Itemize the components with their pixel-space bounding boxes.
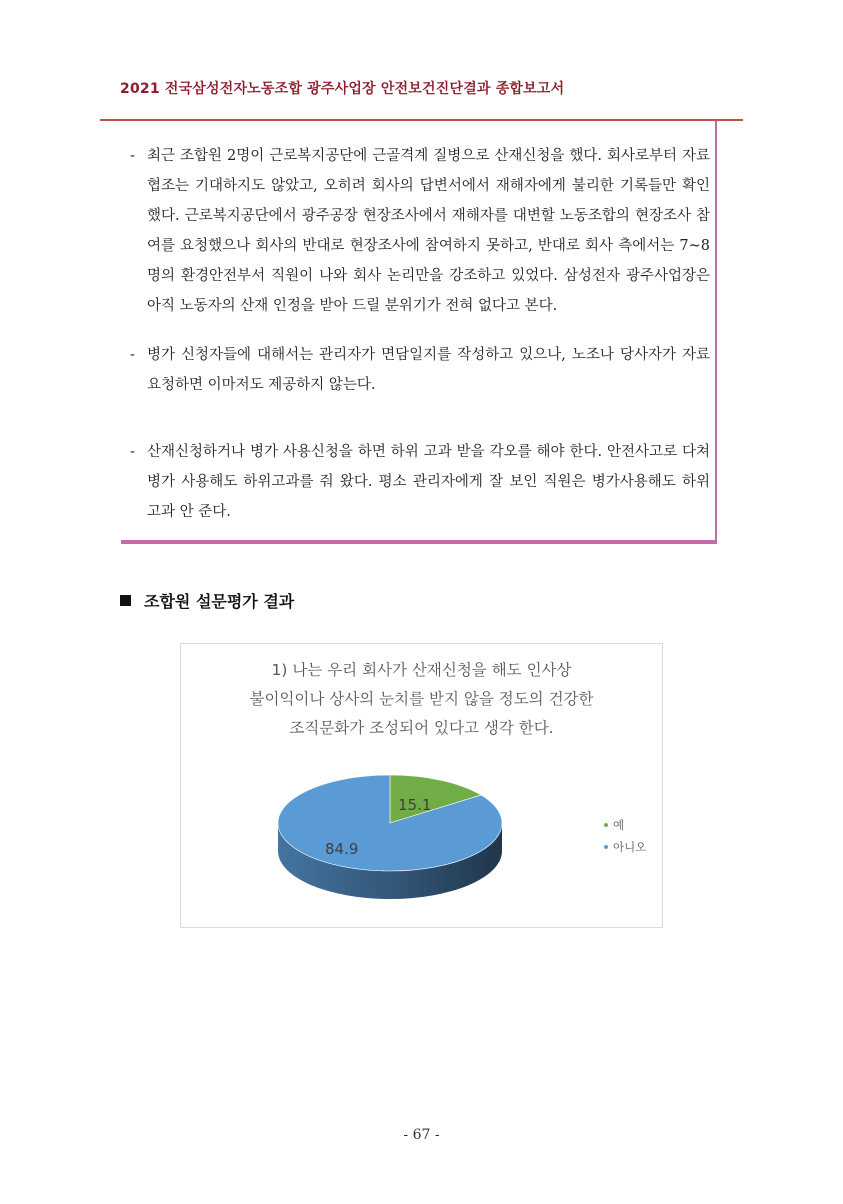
dash-bullet: - — [130, 347, 135, 363]
square-bullet-icon — [120, 595, 131, 606]
section-heading — [120, 589, 294, 612]
page-number: - 67 - — [403, 1127, 440, 1143]
pie-chart-svg — [181, 644, 662, 927]
chart-title-line-2: 불이익이나 상사의 눈치를 받지 않을 정도의 건강한 — [249, 690, 594, 708]
report-header-title: 2021 전국삼성전자노동조합 광주사업장 안전보건진단결과 종합보고서 — [120, 81, 565, 97]
legend-marker-no — [604, 845, 608, 849]
data-label-1: 84.9 — [325, 840, 359, 858]
quote-paragraph-1 — [130, 141, 710, 321]
legend-label-no: 아니오 — [613, 840, 647, 854]
paragraph-text: 산재신청하거나 병가 사용신청을 하면 하위 고과 받을 각오를 해야 한다. 안전사고로 다쳐 병가 사용해도 하위고과를 줘 왔다. 평소 관리자에게 잘 보인 직원은 병가사용해도 하위 고과 안 준다. — [147, 444, 710, 520]
section-heading-text: 조합원 설문평가 결과 — [144, 592, 295, 611]
survey-pie-chart — [180, 643, 663, 928]
chart-legend — [604, 814, 646, 858]
quote-paragraph-3 — [130, 437, 710, 527]
dash-bullet: - — [130, 444, 135, 460]
data-label-0: 15.1 — [398, 796, 432, 814]
chart-title-line-1: 1) 나는 우리 회사가 산재신청을 해도 인사상 — [271, 661, 572, 679]
quote-paragraph-2 — [130, 340, 710, 400]
legend-label-yes: 예 — [613, 818, 625, 832]
dash-bullet: - — [130, 148, 135, 164]
paragraph-text: 최근 조합원 2명이 근로복지공단에 근골격계 질병으로 산재신청을 했다. 회사로부터 자료협조는 기대하지도 않았고, 오히려 회사의 답변서에서 재해자에게 불리한 기록들만 확인했다. 근로복지공단에서 광주공장 현장조사에서 재해자를 대변할 노동조합의 현장조사 참여를 요청했으나 회사의 반대로 현장조사에 참여하지 못하고, 반대로 회사 측에서는 7~8명의 환경안전부서 직원이 나와 회사 논리만을 강조하고 있었다. 삼성전자 광주사업장은 아직 노동자의 산재 인정을 받아 드릴 분위기가 전혀 없다고 본다. — [147, 148, 710, 314]
legend-marker-yes — [604, 823, 608, 827]
chart-title-line-3: 조직문화가 조성되어 있다고 생각 한다. — [289, 719, 554, 737]
paragraph-text: 병가 신청자들에 대해서는 관리자가 면담일지를 작성하고 있으나, 노조나 당사자가 자료요청하면 이마저도 제공하지 않는다. — [147, 347, 710, 393]
legend-item-no — [604, 836, 646, 858]
legend-item-yes — [604, 814, 646, 836]
